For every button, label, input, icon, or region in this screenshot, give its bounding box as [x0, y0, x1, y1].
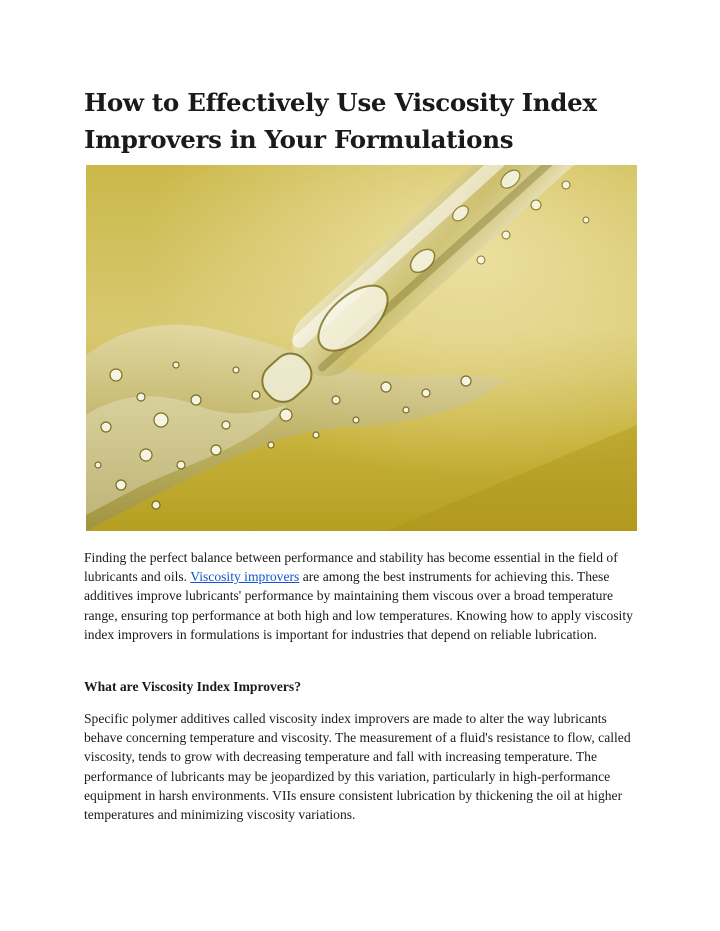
section-heading: What are Viscosity Index Improvers?: [84, 679, 301, 694]
title-line-1: How to Effectively Use Viscosity Index: [84, 88, 597, 117]
title-line-2: Improvers in Your Formulations: [84, 125, 514, 154]
hero-image: [86, 165, 637, 531]
intro-paragraph: [84, 548, 636, 644]
viscosity-improvers-link[interactable]: Viscosity improvers: [190, 569, 300, 585]
section-paragraph: Specific polymer additives called viscosity index improvers are made to alter the way lubricants behave concerning temperature and viscosity. The measurement of a fluid's resistance to flow, called viscosity, tends to grow with decreasing temperature and fall with increasing temperature. The performance of lubricants may be jeopardized by this variation, particularly in high-performance equipment in harsh environments. VIIs ensure consistent lubrication by thickening the oil at higher temperatures and minimizing viscosity variations.: [84, 711, 631, 823]
oil-pipette-illustration: [86, 165, 637, 531]
page-title: [84, 84, 664, 158]
intro-text-after-link: are among the best instruments for achieving this. These additives improve lubricants' performance by maintaining them viscous over a broad temperature range, ensuring top performance at both high and low temperatures. Knowing how to apply viscosity index improvers in formulations is important for industries that depend on reliable lubrication.: [84, 569, 633, 642]
intro-text-before-link: Finding the perfect balance between performance and stability has become essential in the field of lubricants and oils.: [84, 550, 618, 585]
